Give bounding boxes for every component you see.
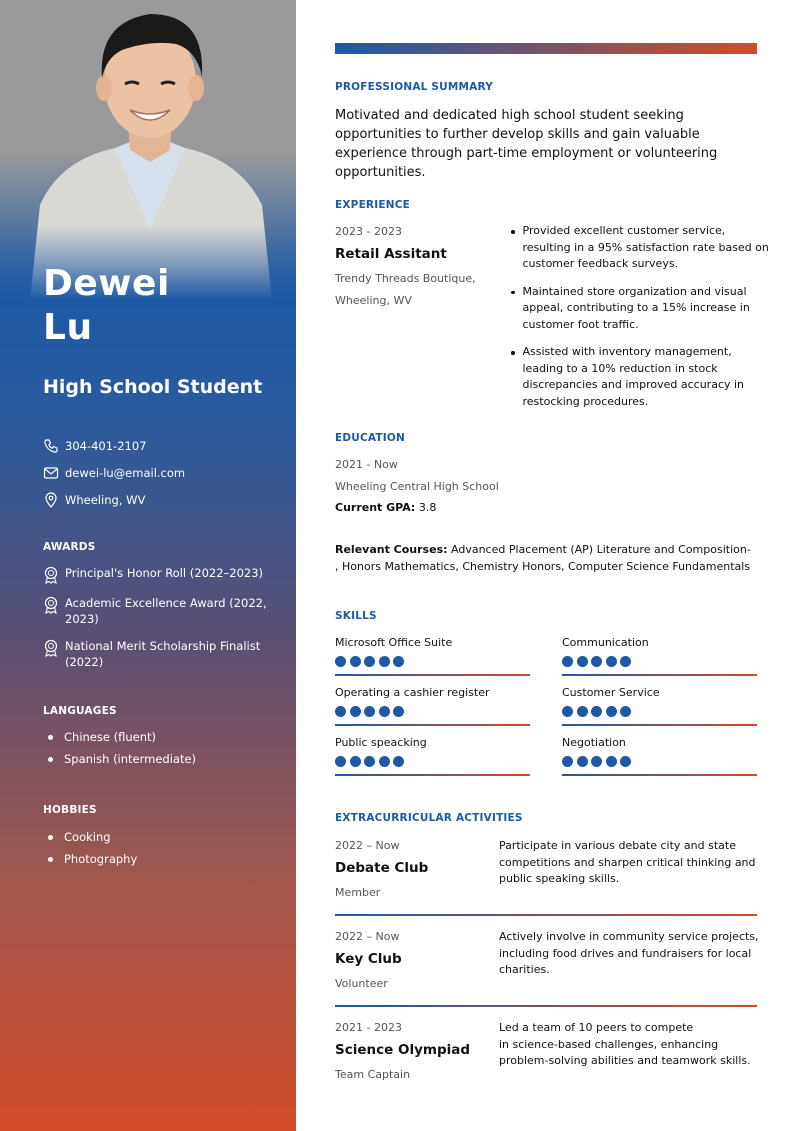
experience-heading: EXPERIENCE	[335, 199, 410, 211]
experience-bullet	[509, 344, 769, 410]
activity-desc-line: Participate in various debate city and state	[499, 839, 736, 852]
award-item	[43, 595, 273, 627]
skill-name: Communication	[562, 636, 649, 649]
skill-dot-icon	[591, 756, 602, 767]
activity-divider	[335, 914, 757, 916]
skills-heading: SKILLS	[335, 610, 377, 622]
award-item	[43, 638, 273, 670]
skill-name: Public speacking	[335, 736, 427, 749]
bullet-dot-icon	[48, 757, 53, 762]
experience-dates: 2023 - 2023	[335, 225, 402, 238]
awards-list	[43, 565, 273, 681]
skill-rating	[562, 656, 757, 667]
skill-dot-icon	[606, 656, 617, 667]
activity-desc-line: including food drives and fundraisers for local	[499, 946, 752, 960]
skill-dot-icon	[606, 756, 617, 767]
activity-description	[499, 1020, 761, 1070]
activity-role: Volunteer	[335, 977, 388, 990]
skill-dot-icon	[562, 756, 573, 767]
skill-rating	[335, 706, 530, 717]
profile-photo	[0, 0, 296, 300]
education-dates: 2021 - Now	[335, 458, 398, 471]
activity-dates: 2022 – Now	[335, 930, 400, 943]
skill-item	[562, 686, 757, 726]
activity-dates: 2021 - 2023	[335, 1021, 402, 1034]
skill-dot-icon	[350, 706, 361, 717]
contact-phone	[43, 432, 185, 459]
last-name: Lu	[43, 307, 93, 348]
skill-dot-icon	[379, 656, 390, 667]
experience-title: Retail Assitant	[335, 246, 447, 262]
award-medal-icon	[43, 566, 59, 584]
hobby-text: Photography	[64, 852, 138, 866]
courses-label: Relevant Courses:	[335, 543, 448, 556]
skill-divider	[562, 774, 757, 776]
skill-name: Customer Service	[562, 686, 660, 699]
award-item	[43, 565, 273, 584]
skill-dot-icon	[620, 656, 631, 667]
skill-dot-icon	[335, 656, 346, 667]
job-role: High School Student	[43, 376, 263, 398]
skill-dot-icon	[364, 656, 375, 667]
courses-line-1	[335, 541, 765, 558]
bullet-dot-icon	[48, 857, 53, 862]
experience-bullet-text: Provided excellent customer service, resulting in a 95% satisfaction rate based on customer feedback surveys.	[522, 224, 769, 270]
skill-dot-icon	[393, 756, 404, 767]
skill-dot-icon	[393, 706, 404, 717]
activity-desc-line: problem-solving abilities and teamwork skills.	[499, 1054, 751, 1067]
activity-desc-line: competitions and sharpen critical thinking and	[499, 855, 756, 869]
activity-description	[499, 838, 761, 888]
education-heading: EDUCATION	[335, 432, 406, 444]
contact-location	[43, 486, 185, 513]
bullet-dot-icon	[48, 835, 53, 840]
gpa-value: 3.8	[418, 501, 437, 514]
skill-divider	[335, 724, 530, 726]
skill-divider	[335, 674, 530, 676]
skill-dot-icon	[379, 756, 390, 767]
skill-dot-icon	[562, 656, 573, 667]
skill-dot-icon	[591, 656, 602, 667]
skill-rating	[562, 756, 757, 767]
award-text: Principal's Honor Roll (2022–2023)	[65, 566, 264, 580]
phone-text[interactable]: 304-401-2107	[65, 438, 147, 453]
skill-divider	[335, 774, 530, 776]
languages-list	[48, 726, 196, 770]
contact-email	[43, 459, 185, 486]
experience-bullet-text: Maintained store organization and visual appeal, contributing to a 15% increase in customer foot traffic.	[522, 284, 750, 331]
location-text: Wheeling, WV	[65, 492, 146, 507]
email-text[interactable]: dewei-lu@email.com	[65, 465, 186, 480]
skill-dot-icon	[620, 706, 631, 717]
skill-dot-icon	[350, 756, 361, 767]
mail-icon	[43, 465, 59, 481]
language-item	[48, 748, 196, 770]
skill-rating	[562, 706, 757, 717]
activity-name: Science Olympiad	[335, 1042, 471, 1058]
activity-description	[499, 929, 761, 979]
skill-item	[335, 686, 530, 726]
experience-bullet-text: Assisted with inventory management, leading to a 10% reduction in stock discrepancies and improved accuracy in restocking procedures.	[522, 345, 745, 408]
courses-text-2: , Honors Mathematics, Chemistry Honors, Computer Science Fundamentals	[335, 560, 751, 573]
skill-dot-icon	[364, 706, 375, 717]
skill-rating	[335, 656, 530, 667]
skill-dot-icon	[577, 756, 588, 767]
award-text: National Merit Scholarship Finalist (2022)	[65, 639, 261, 669]
award-medal-icon	[43, 596, 59, 614]
activity-name: Debate Club	[335, 860, 429, 876]
experience-bullet	[509, 284, 769, 334]
education-courses	[335, 541, 765, 575]
education-school: Wheeling Central High School	[335, 480, 499, 493]
language-text: Spanish (intermediate)	[64, 752, 197, 766]
language-item	[48, 726, 196, 748]
bullet-dot-icon	[48, 735, 53, 740]
hobbies-heading: HOBBIES	[43, 804, 97, 816]
skill-dot-icon	[350, 656, 361, 667]
skill-name: Microsoft Office Suite	[335, 636, 453, 649]
experience-location: Wheeling, WV	[335, 294, 412, 307]
skill-dot-icon	[620, 756, 631, 767]
skill-dot-icon	[577, 656, 588, 667]
skill-dot-icon	[562, 706, 573, 717]
bullet-dot-icon	[511, 291, 515, 295]
activity-desc-line: public speaking skills.	[499, 872, 620, 885]
skill-dot-icon	[335, 756, 346, 767]
skill-dot-icon	[591, 706, 602, 717]
skill-dot-icon	[577, 706, 588, 717]
contact-list	[43, 432, 185, 513]
activity-dates: 2022 – Now	[335, 839, 400, 852]
activity-desc-line: in science-based challenges, enhancing	[499, 1037, 719, 1051]
full-name	[43, 262, 170, 350]
skill-divider	[562, 724, 757, 726]
sidebar	[0, 0, 296, 1131]
skill-divider	[562, 674, 757, 676]
accent-bar	[335, 43, 757, 54]
activity-desc-line: Actively involve in community service projects,	[499, 930, 759, 943]
main-content	[335, 0, 769, 1131]
skill-dot-icon	[606, 706, 617, 717]
experience-bullet	[509, 223, 769, 273]
activity-desc-line: charities.	[499, 963, 550, 976]
skill-item	[562, 736, 757, 776]
skill-name: Operating a cashier register	[335, 686, 490, 699]
hobby-item	[48, 848, 137, 870]
gpa-label: Current GPA:	[335, 501, 416, 514]
languages-heading: LANGUAGES	[43, 705, 117, 717]
experience-bullets	[509, 223, 769, 421]
hobby-text: Cooking	[64, 830, 111, 844]
bullet-dot-icon	[511, 230, 515, 234]
courses-text-1: Advanced Placement (AP) Literature and Composition-	[451, 543, 751, 556]
language-text: Chinese (fluent)	[64, 730, 156, 744]
activities-heading: EXTRACURRICULAR ACTIVITIES	[335, 812, 523, 824]
activity-name: Key Club	[335, 951, 402, 967]
skill-item	[562, 636, 757, 676]
skill-dot-icon	[364, 756, 375, 767]
award-text: Academic Excellence Award (2022, 2023)	[65, 596, 267, 626]
hobby-item	[48, 826, 137, 848]
education-gpa	[335, 501, 436, 514]
skill-dot-icon	[379, 706, 390, 717]
skill-item	[335, 736, 530, 776]
awards-heading: AWARDS	[43, 541, 96, 553]
phone-icon	[43, 438, 59, 454]
bullet-dot-icon	[511, 351, 515, 355]
hobbies-list	[48, 826, 137, 870]
first-name: Dewei	[43, 263, 170, 304]
skill-name: Negotiation	[562, 736, 626, 749]
skill-dot-icon	[393, 656, 404, 667]
location-pin-icon	[43, 492, 59, 508]
skill-dot-icon	[335, 706, 346, 717]
activity-desc-line: Led a team of 10 peers to compete	[499, 1021, 694, 1034]
summary-text: Motivated and dedicated high school student seeking opportunities to further develop skills and gain valuable experience through part-time employment or volunteering opportunities.	[335, 108, 718, 180]
summary-heading: PROFESSIONAL SUMMARY	[335, 81, 494, 93]
experience-company: Trendy Threads Boutique,	[335, 272, 476, 285]
activity-divider	[335, 1005, 757, 1007]
skill-rating	[335, 756, 530, 767]
skill-item	[335, 636, 530, 676]
activity-role: Team Captain	[335, 1068, 411, 1081]
award-medal-icon	[43, 639, 59, 657]
activity-role: Member	[335, 886, 381, 899]
